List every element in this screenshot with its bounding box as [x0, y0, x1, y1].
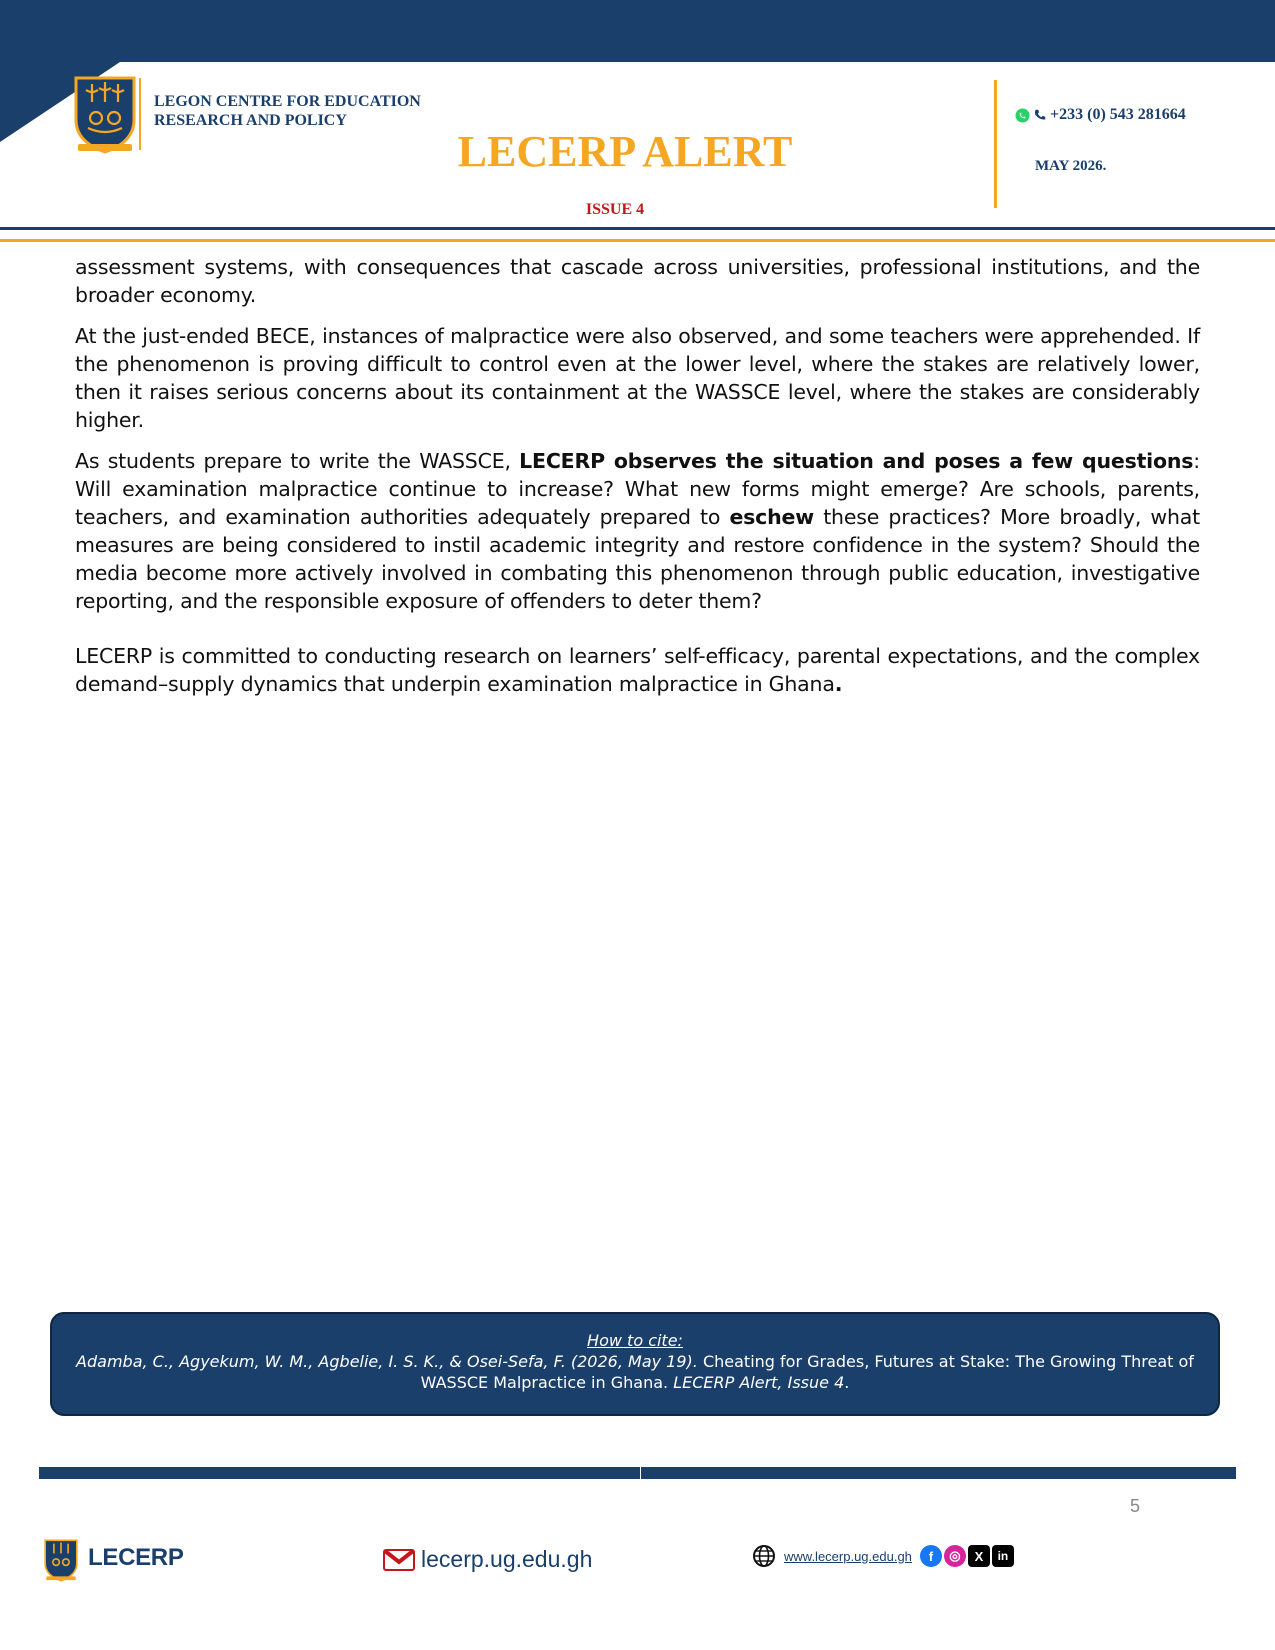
header-vertical-divider: [994, 80, 997, 208]
publication-title: LECERP ALERT: [457, 127, 793, 176]
citation-title: Cheating for Grades, Futures at Stake: The Growing Threat of WASSCE Malpractice in Ghana.: [420, 1352, 1194, 1392]
citation-text: [76, 1352, 1194, 1392]
x-icon[interactable]: X: [968, 1545, 990, 1567]
paragraph-3: [75, 447, 1200, 615]
p4-text: LECERP is committed to conducting research on learners’ self-efficacy, parental expectations, and the complex demand–supply dynamics that underpin examination malpractice in Ghana: [75, 644, 1200, 696]
gmail-icon: [383, 1548, 415, 1572]
org-name-line-2: RESEARCH AND POLICY: [154, 112, 347, 129]
p3-bold-phrase: LECERP observes the situation and poses a few questions: [519, 449, 1194, 473]
phone-number: +233 (0) 543 281664: [1050, 106, 1186, 123]
website-link[interactable]: www.lecerp.ug.edu.gh: [784, 1548, 912, 1564]
p3-text-c: these practices? More broadly, what measures are being considered to instil academic integrity and restore confidence in the system? Should the media become more actively involved in combating this phenomenon through public education, investigative reporting, and the responsible exposure of offenders to deter them?: [75, 505, 1200, 613]
org-name-line-1: LEGON CENTRE FOR EDUCATION: [154, 93, 421, 110]
header-rule-navy: [0, 227, 1275, 230]
p3-text-b: : Will examination malpractice continue to increase? What new forms might emerge? Are schools, parents, teachers, and examination authorities adequately prepared to: [75, 449, 1201, 529]
header-top-bar: [0, 0, 1275, 62]
citation-end: .: [844, 1373, 850, 1392]
issue-date: MAY 2026.: [1035, 158, 1107, 174]
paragraph-1: assessment systems, with consequences that cascade across universities, professional institutions, and the broader economy.: [75, 255, 1200, 307]
whatsapp-icon: [1015, 108, 1030, 123]
citation-box: [50, 1312, 1220, 1416]
citation-source: LECERP Alert, Issue 4: [673, 1373, 845, 1392]
footer-brand: LECERP: [88, 1544, 184, 1571]
footer-bar-divider: [640, 1467, 641, 1479]
citation-heading: How to cite:: [587, 1331, 683, 1350]
p3-bold-eschew: eschew: [729, 505, 814, 529]
p3-text-a: As students prepare to write the WASSCE,: [75, 449, 520, 473]
social-icons: [920, 1545, 1014, 1567]
facebook-icon[interactable]: f: [920, 1545, 942, 1567]
paragraph-2: At the just-ended BECE, instances of malpractice were also observed, and some teachers were apprehended. If the phenomenon is proving difficult to control even at the lower level, where the stakes are relatively lower, then it raises serious concerns about its containment at the WASSCE level, where the stakes are considerably higher.: [75, 324, 1200, 432]
crest-divider: [139, 78, 141, 150]
p4-end: .: [834, 672, 843, 696]
instagram-icon[interactable]: ◎: [944, 1545, 966, 1567]
university-crest-logo: [72, 74, 138, 154]
issue-label: ISSUE 4: [585, 201, 645, 218]
footer-crest-logo: [43, 1538, 79, 1582]
article-body: [75, 253, 1200, 711]
contact-phone: [1015, 106, 1186, 124]
globe-icon: [752, 1544, 776, 1568]
footer-web-links: [752, 1544, 1014, 1568]
email-domain: lecerp.ug.edu.gh: [421, 1546, 593, 1572]
footer-bar: [39, 1467, 1236, 1479]
footer-email[interactable]: [383, 1546, 592, 1573]
linkedin-icon[interactable]: in: [992, 1545, 1014, 1567]
paragraph-4: [75, 642, 1200, 698]
phone-icon: [1033, 108, 1047, 122]
page-number: 5: [1130, 1496, 1141, 1516]
header-rule-gold: [0, 239, 1275, 242]
organization-name: [154, 92, 454, 130]
citation-authors: Adamba, C., Agyekum, W. M., Agbelie, I. S. K., & Osei-Sefa, F. (2026, May 19).: [76, 1352, 698, 1371]
